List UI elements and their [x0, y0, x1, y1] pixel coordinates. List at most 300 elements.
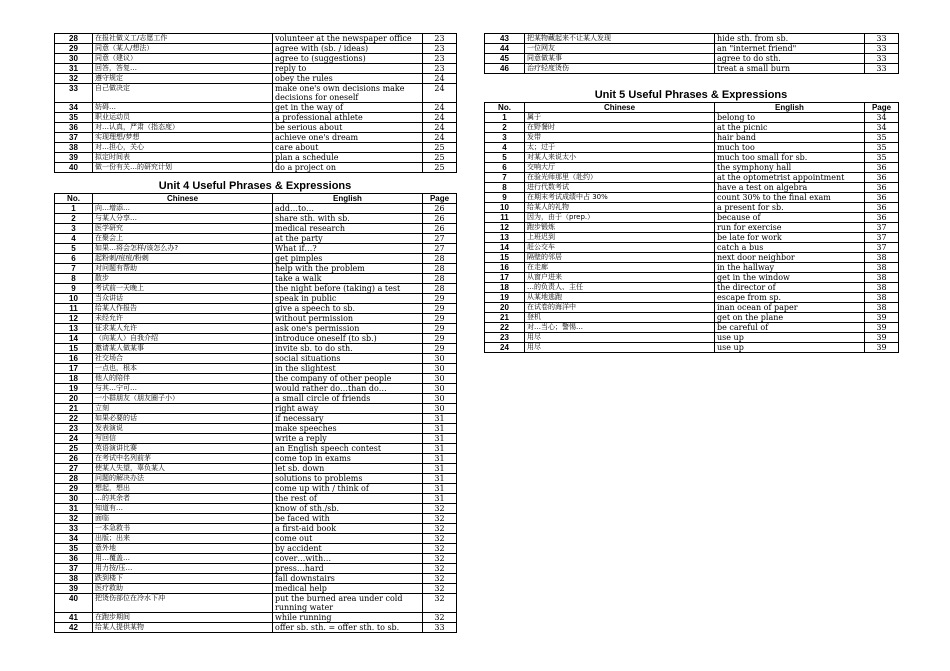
page-cell: 33 — [865, 64, 899, 74]
page-cell: 31 — [423, 414, 457, 424]
row-number: 19 — [55, 384, 93, 394]
page-cell: 31 — [423, 424, 457, 434]
table-row — [55, 103, 457, 113]
row-number: 27 — [55, 464, 93, 474]
row-number: 11 — [55, 304, 93, 314]
page-cell: 24 — [423, 123, 457, 133]
english-cell: fall downstairs — [273, 574, 423, 584]
chinese-cell: 给某人提供某物 — [93, 623, 273, 633]
chinese-cell: 一小群朋友（朋友圈子小） — [93, 394, 273, 404]
page-cell: 38 — [865, 283, 899, 293]
chinese-cell: 跑步锻炼 — [525, 223, 715, 233]
chinese-cell: 实现理想/梦想 — [93, 133, 273, 143]
page-cell: 23 — [423, 34, 457, 44]
header-no: No. — [55, 194, 93, 204]
page-cell: 32 — [423, 613, 457, 623]
page-cell: 25 — [423, 143, 457, 153]
english-cell: hide sth. from sb. — [715, 34, 865, 44]
row-number: 24 — [485, 343, 525, 353]
row-number: 21 — [55, 404, 93, 414]
row-number: 29 — [55, 484, 93, 494]
chinese-cell: …的其余者 — [93, 494, 273, 504]
page-cell: 26 — [423, 214, 457, 224]
row-number: 12 — [55, 314, 93, 324]
english-cell: make speeches — [273, 424, 423, 434]
page-cell: 27 — [423, 244, 457, 254]
page-cell: 36 — [865, 163, 899, 173]
page-cell: 37 — [865, 243, 899, 253]
english-cell: count 30% to the final exam — [715, 193, 865, 203]
table-row — [55, 444, 457, 454]
table-row — [55, 384, 457, 394]
page-cell: 37 — [865, 233, 899, 243]
table-row — [55, 294, 457, 304]
table-row — [55, 224, 457, 234]
page-cell: 29 — [423, 344, 457, 354]
english-cell: get on the plane — [715, 313, 865, 323]
chinese-cell: 发表演说 — [93, 424, 273, 434]
english-cell: cover…with… — [273, 554, 423, 564]
english-cell: much too — [715, 143, 865, 153]
page-cell: 30 — [423, 364, 457, 374]
table-row — [485, 323, 899, 333]
row-number: 6 — [485, 163, 525, 173]
row-number: 10 — [55, 294, 93, 304]
english-cell: if necessary — [273, 414, 423, 424]
chinese-cell: 把烫伤部位在冷水下冲 — [93, 594, 273, 613]
chinese-cell: 一本急救书 — [93, 524, 273, 534]
chinese-cell: 把某物藏起来不让某人发现 — [525, 34, 715, 44]
table-row — [55, 163, 457, 173]
page-cell: 32 — [423, 584, 457, 594]
page-cell: 38 — [865, 303, 899, 313]
english-cell: volunteer at the newspaper office — [273, 34, 423, 44]
table-row — [55, 344, 457, 354]
row-number: 4 — [485, 143, 525, 153]
chinese-cell: 未经允许 — [93, 314, 273, 324]
english-cell: much too small for sb. — [715, 153, 865, 163]
chinese-cell: 面临 — [93, 514, 273, 524]
english-cell: right away — [273, 404, 423, 414]
english-cell: next door neighbor — [715, 253, 865, 263]
table-row — [55, 324, 457, 334]
table-row — [55, 474, 457, 484]
chinese-cell: 立刻 — [93, 404, 273, 414]
page-cell: 26 — [423, 204, 457, 214]
table-row — [485, 44, 899, 54]
unit4-title: Unit 4 Useful Phrases & Expressions — [158, 180, 352, 192]
page-cell: 28 — [423, 274, 457, 284]
english-cell: speak in public — [273, 294, 423, 304]
row-number: 33 — [55, 524, 93, 534]
chinese-cell: 用尽 — [525, 343, 715, 353]
english-cell: the symphony hall — [715, 163, 865, 173]
english-cell: while running — [273, 613, 423, 623]
chinese-cell: 在聚会上 — [93, 234, 273, 244]
row-number: 4 — [55, 234, 93, 244]
english-cell: care about — [273, 143, 423, 153]
page-cell: 32 — [423, 504, 457, 514]
english-cell: What if…? — [273, 244, 423, 254]
row-number: 5 — [485, 153, 525, 163]
row-number: 13 — [485, 233, 525, 243]
page-cell: 36 — [865, 173, 899, 183]
chinese-cell: 跌到楼下 — [93, 574, 273, 584]
chinese-cell: 在野餐时 — [525, 123, 715, 133]
table-row — [55, 133, 457, 143]
row-number: 20 — [485, 303, 525, 313]
english-cell: come out — [273, 534, 423, 544]
chinese-cell: 职业运动员 — [93, 113, 273, 123]
table-row — [485, 223, 899, 233]
row-number: 39 — [55, 153, 93, 163]
english-cell: share sth. with sb. — [273, 214, 423, 224]
chinese-cell: 他人的陪伴 — [93, 374, 273, 384]
row-number: 26 — [55, 454, 93, 464]
chinese-cell: 上班迟到 — [525, 233, 715, 243]
english-cell: get pimples — [273, 254, 423, 264]
chinese-cell: 与某人分享… — [93, 214, 273, 224]
chinese-cell: 对…认真，严肃（指态度） — [93, 123, 273, 133]
page-cell: 24 — [423, 74, 457, 84]
chinese-cell: 对…当心；警惕… — [525, 323, 715, 333]
chinese-cell: 因为，由于（prep.） — [525, 213, 715, 223]
page-cell: 32 — [423, 554, 457, 564]
english-cell: the night before (taking) a test — [273, 284, 423, 294]
table-row — [485, 313, 899, 323]
row-number: 30 — [55, 54, 93, 64]
row-number: 7 — [55, 264, 93, 274]
page-cell: 34 — [865, 123, 899, 133]
table-row — [55, 304, 457, 314]
table-row — [485, 303, 899, 313]
chinese-cell: 社交场合 — [93, 354, 273, 364]
row-number: 36 — [55, 123, 93, 133]
english-cell: because of — [715, 213, 865, 223]
table-row — [55, 143, 457, 153]
page-cell: 38 — [865, 293, 899, 303]
table-row — [55, 554, 457, 564]
table-row — [485, 333, 899, 343]
chinese-cell: 在考试中名列前茅 — [93, 454, 273, 464]
english-cell: medical help — [273, 584, 423, 594]
english-cell: be careful of — [715, 323, 865, 333]
chinese-cell: 自己做决定 — [93, 84, 273, 103]
page-cell: 30 — [423, 374, 457, 384]
row-number: 16 — [55, 354, 93, 364]
row-number: 3 — [485, 133, 525, 143]
row-number: 6 — [55, 254, 93, 264]
table-row — [485, 34, 899, 44]
page-cell: 25 — [423, 163, 457, 173]
chinese-cell: 同意做某事 — [525, 54, 715, 64]
row-number: 45 — [485, 54, 525, 64]
table-row — [55, 524, 457, 534]
page-cell: 36 — [865, 213, 899, 223]
english-cell: a present for sb. — [715, 203, 865, 213]
chinese-cell: 隔壁的邻居 — [525, 253, 715, 263]
table-row — [55, 414, 457, 424]
row-number: 32 — [55, 74, 93, 84]
chinese-cell: 散步 — [93, 274, 273, 284]
table-row — [485, 64, 899, 74]
table-row — [55, 113, 457, 123]
english-cell: let sb. down — [273, 464, 423, 474]
chinese-cell: 妨碍… — [93, 103, 273, 113]
chinese-cell: 在报社做义工/志愿工作 — [93, 34, 273, 44]
table-row — [55, 494, 457, 504]
page-cell: 29 — [423, 334, 457, 344]
page-cell: 35 — [865, 153, 899, 163]
header-page: Page — [865, 103, 899, 113]
unit5-table — [484, 102, 899, 353]
page-cell: 23 — [423, 44, 457, 54]
page-cell: 32 — [423, 544, 457, 554]
english-cell: inan ocean of paper — [715, 303, 865, 313]
chinese-cell: 做一份有关…的研究计划 — [93, 163, 273, 173]
english-cell: agree to (suggestions) — [273, 54, 423, 64]
table-row — [485, 203, 899, 213]
row-number: 7 — [485, 173, 525, 183]
table-row — [485, 183, 899, 193]
row-number: 22 — [55, 414, 93, 424]
row-number: 9 — [55, 284, 93, 294]
table-row — [55, 254, 457, 264]
english-cell: offer sb. sth. = offer sth. to sb. — [273, 623, 423, 633]
chinese-cell: 一位网友 — [525, 44, 715, 54]
page-cell: 29 — [423, 324, 457, 334]
page-cell: 32 — [423, 564, 457, 574]
row-number: 1 — [485, 113, 525, 123]
page-cell: 39 — [865, 333, 899, 343]
header-no: No. — [485, 103, 525, 113]
table-row — [55, 613, 457, 623]
english-cell: medical research — [273, 224, 423, 234]
chinese-cell: 用…覆盖… — [93, 554, 273, 564]
right-column — [484, 33, 898, 353]
page-cell: 36 — [865, 203, 899, 213]
english-cell: put the burned area under cold running water — [273, 594, 423, 613]
page-cell: 37 — [865, 223, 899, 233]
row-number: 35 — [55, 113, 93, 123]
page-cell: 24 — [423, 133, 457, 143]
chinese-cell: （向某人）自我介绍 — [93, 334, 273, 344]
chinese-cell: 当众讲话 — [93, 294, 273, 304]
row-number: 15 — [55, 344, 93, 354]
english-cell: the rest of — [273, 494, 423, 504]
chinese-cell: 在跑步期间 — [93, 613, 273, 623]
english-cell: at the optometrist appointment — [715, 173, 865, 183]
page-cell: 28 — [423, 264, 457, 274]
page-cell: 28 — [423, 284, 457, 294]
page-cell: 38 — [865, 253, 899, 263]
english-cell: reply to — [273, 64, 423, 74]
page-cell: 32 — [423, 514, 457, 524]
english-cell: have a test on algebra — [715, 183, 865, 193]
chinese-cell: 同意（某人/想法） — [93, 44, 273, 54]
table-row — [55, 374, 457, 384]
chinese-cell: 用力按/压… — [93, 564, 273, 574]
english-cell: make one's own decisions make decisions for oneself — [273, 84, 423, 103]
page-cell: 32 — [423, 594, 457, 613]
row-number: 18 — [55, 374, 93, 384]
row-number: 37 — [55, 564, 93, 574]
page-cell: 32 — [423, 524, 457, 534]
page-cell: 32 — [423, 534, 457, 544]
table-row — [55, 274, 457, 284]
english-cell: a first-aid book — [273, 524, 423, 534]
row-number: 14 — [485, 243, 525, 253]
table-row — [485, 193, 899, 203]
table-row — [485, 173, 899, 183]
table-row — [55, 514, 457, 524]
page-cell: 26 — [423, 224, 457, 234]
row-number: 11 — [485, 213, 525, 223]
chinese-cell: 发带 — [525, 133, 715, 143]
page-cell: 36 — [865, 193, 899, 203]
english-cell: do a project on — [273, 163, 423, 173]
english-cell: the director of — [715, 283, 865, 293]
header-page: Page — [423, 194, 457, 204]
english-cell: in the slightest — [273, 364, 423, 374]
chinese-cell: 考试前一天晚上 — [93, 284, 273, 294]
header-chinese: Chinese — [93, 194, 273, 204]
english-cell: belong to — [715, 113, 865, 123]
english-cell: know of sth./sb. — [273, 504, 423, 514]
english-cell: use up — [715, 333, 865, 343]
english-cell: ask one's permission — [273, 324, 423, 334]
page-cell: 29 — [423, 294, 457, 304]
unit4-header-row — [55, 194, 457, 204]
row-number: 23 — [485, 333, 525, 343]
row-number: 2 — [55, 214, 93, 224]
row-number: 30 — [55, 494, 93, 504]
chinese-cell: 在期末考试成绩中占 30% — [525, 193, 715, 203]
chinese-cell: 回答，答复… — [93, 64, 273, 74]
chinese-cell: 属于 — [525, 113, 715, 123]
row-number: 8 — [485, 183, 525, 193]
row-number: 37 — [55, 133, 93, 143]
english-cell: come top in exams — [273, 454, 423, 464]
row-number: 1 — [55, 204, 93, 214]
row-number: 5 — [55, 244, 93, 254]
table-row — [55, 234, 457, 244]
english-cell: an English speech contest — [273, 444, 423, 454]
english-cell: invite sb. to do sth. — [273, 344, 423, 354]
english-cell: a small circle of friends — [273, 394, 423, 404]
chinese-cell: 在走廊 — [525, 263, 715, 273]
chinese-cell: 赶公交车 — [525, 243, 715, 253]
row-number: 38 — [55, 574, 93, 584]
page-cell: 38 — [865, 263, 899, 273]
row-number: 41 — [55, 613, 93, 623]
table-row — [55, 464, 457, 474]
chinese-cell: 医疗救助 — [93, 584, 273, 594]
page-cell: 31 — [423, 444, 457, 454]
english-cell: give a speech to sb. — [273, 304, 423, 314]
chinese-cell: 一点也，根本 — [93, 364, 273, 374]
row-number: 25 — [55, 444, 93, 454]
row-number: 32 — [55, 514, 93, 524]
table-row — [485, 113, 899, 123]
table-row — [485, 54, 899, 64]
chinese-cell: 同意（建议） — [93, 54, 273, 64]
english-cell: would rather do…than do… — [273, 384, 423, 394]
chinese-cell: 在试卷的海洋中 — [525, 303, 715, 313]
chinese-cell: 从窗户进来 — [525, 273, 715, 283]
chinese-cell: 交响大厅 — [525, 163, 715, 173]
chinese-cell: 如果必要的话 — [93, 414, 273, 424]
chinese-cell: 意外地 — [93, 544, 273, 554]
english-cell: come up with / think of — [273, 484, 423, 494]
page-cell: 39 — [865, 313, 899, 323]
row-number: 35 — [55, 544, 93, 554]
chinese-cell: 进行代数考试 — [525, 183, 715, 193]
table-row — [55, 364, 457, 374]
row-number: 36 — [55, 554, 93, 564]
header-english: English — [715, 103, 865, 113]
row-number: 34 — [55, 534, 93, 544]
unit4-tail-table — [484, 33, 899, 74]
row-number: 23 — [55, 424, 93, 434]
page-cell: 35 — [865, 133, 899, 143]
unit3-tail-table — [54, 33, 457, 173]
row-number: 20 — [55, 394, 93, 404]
table-row — [55, 584, 457, 594]
page-cell: 31 — [423, 494, 457, 504]
table-row — [55, 153, 457, 163]
chinese-cell: 与其…宁可… — [93, 384, 273, 394]
page-cell: 25 — [423, 153, 457, 163]
chinese-cell: 登机 — [525, 313, 715, 323]
page-cell: 30 — [423, 354, 457, 364]
table-row — [55, 623, 457, 633]
table-row — [55, 64, 457, 74]
english-cell: without permission — [273, 314, 423, 324]
row-number: 21 — [485, 313, 525, 323]
table-row — [55, 594, 457, 613]
row-number: 43 — [485, 34, 525, 44]
page-cell: 32 — [423, 574, 457, 584]
row-number: 19 — [485, 293, 525, 303]
chinese-cell: 拟定时间表 — [93, 153, 273, 163]
table-row — [55, 354, 457, 364]
english-cell: help with the problem — [273, 264, 423, 274]
table-row — [55, 574, 457, 584]
page-cell: 29 — [423, 304, 457, 314]
page-cell: 24 — [423, 84, 457, 103]
page-cell: 33 — [865, 54, 899, 64]
page-cell: 33 — [865, 34, 899, 44]
table-row — [55, 544, 457, 554]
page-cell: 34 — [865, 113, 899, 123]
english-cell: treat a small burn — [715, 64, 865, 74]
english-cell: at the party — [273, 234, 423, 244]
english-cell: add…to… — [273, 204, 423, 214]
chinese-cell: 想起，想出 — [93, 484, 273, 494]
table-row — [55, 244, 457, 254]
page-cell: 31 — [423, 434, 457, 444]
table-row — [485, 293, 899, 303]
english-cell: social situations — [273, 354, 423, 364]
english-cell: press…hard — [273, 564, 423, 574]
chinese-cell: 问题的解决办法 — [93, 474, 273, 484]
page-cell: 23 — [423, 64, 457, 74]
row-number: 38 — [55, 143, 93, 153]
chinese-cell: 使某人失望，辜负某人 — [93, 464, 273, 474]
english-cell: agree to do sth. — [715, 54, 865, 64]
row-number: 42 — [55, 623, 93, 633]
